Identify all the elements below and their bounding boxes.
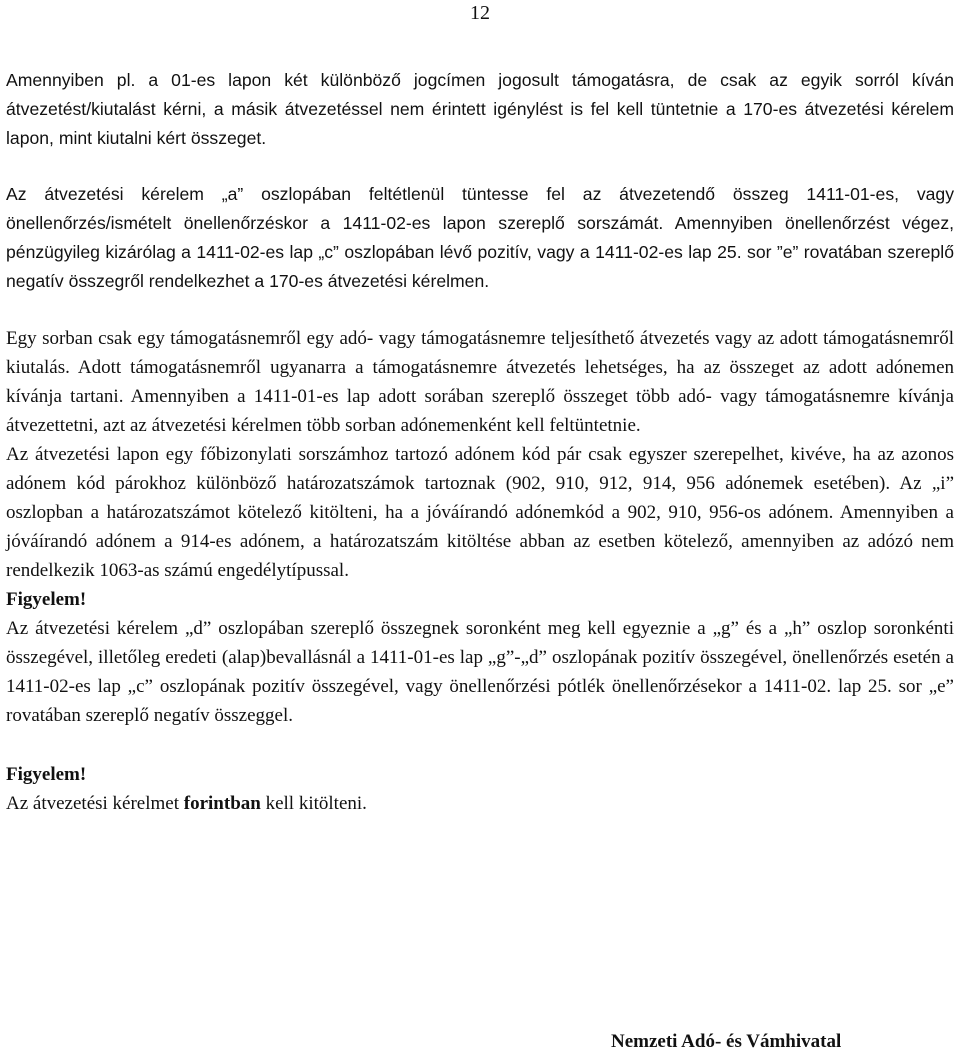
page-number: 12 xyxy=(470,2,490,24)
footer-agency-name: Nemzeti Adó- és Vámhivatal xyxy=(611,1031,842,1052)
warning-heading: Figyelem! xyxy=(6,764,87,785)
forint-rule-text-end: kell kitölteni. xyxy=(260,793,367,814)
paragraph-own-account-example: Amennyiben pl. a 01-es lapon két különböző jogcímen jogosult támogatásra, de csak az egyik sorról kíván átvezetést/kiutalást kérni, a másik átvezetéssel nem érintett igénylést is fel kell tüntetnie a 170-es átvezetési kérelem lapon, mint kiutalni kért összeget. xyxy=(6,70,954,148)
forint-emphasis: forintban xyxy=(183,793,261,814)
paragraph-tax-code-pair-rule: Az átvezetési lapon egy főbizonylati sorszámhoz tartozó adónem kód pár csak egyszer szerepelhet, kivéve, ha az azonos adónem kód párokhoz különböző határozatszámok tartoznak (902, 910, 912, 914, 956 adónemek esetében). Az „i” oszlopban a határozatszámot kötelező kitölteni, ha a jóváírandó adónemkód a 902, 910, 956-os adónem. Amennyiben a jóváírandó adónem a 914-es adónem, a határozatszám kitöltése abban az esetben kötelező, amennyiben az adózó nem rendelkezik 1063-as számú engedélytípussal. xyxy=(6,444,954,581)
paragraph-spacer xyxy=(6,153,954,180)
paragraph-spacer xyxy=(6,296,954,324)
forint-rule-text-start: Az átvezetési kérelmet xyxy=(6,793,184,814)
paragraph-forint-rule xyxy=(6,789,954,818)
paragraph-column-a-instructions: Az átvezetési kérelem „a” oszlopában feltétlenül tüntesse fel az átvezetendő összeg 1411-01-es, vagy önellenőrzés/ismételt önellenőrzéskor a 1411-02-es lapon szereplő sorszámát. Amennyiben önellenőrzést végez, pénzügyileg kizárólag a 1411-02-es lap „c” oszlopában lévő pozitív, vagy a 1411-02-es lap 25. sor ”e” rovatában szereplő negatív összegről rendelkezhet a 170-es átvezetési kérelmen. xyxy=(6,184,954,291)
paragraph-column-d-match-rule: Az átvezetési kérelem „d” oszlopában szereplő összegnek soronként meg kell egyeznie a „g” és a „h” oszlop soronkénti összegével, illetőleg eredeti (alap)bevallásnál a 1411-01-es lap „g”-„d” oszlopának pozitív összegével, önellenőrzés esetén a 1411-02-es lap „c” oszlopának pozitív összegével, vagy önellenőrzési pótlék önellenőrzésekor a 1411-02. lap 25. sor „e” rovatában szereplő negatív összeggel. xyxy=(6,618,954,726)
paragraph-spacer xyxy=(6,730,954,760)
document-body xyxy=(6,66,954,818)
paragraph-one-row-rule: Egy sorban csak egy támogatásnemről egy adó- vagy támogatásnemre teljesíthető átvezetés vagy az adott támogatásnemről kiutalás. Adott támogatásnemről ugyanarra a támogatásnemre átvezetés lehetséges, ha az összeget az adott adónemen kívánja tartani. Amennyiben a 1411-01-es lap adott sorában szereplő összeget több adó- vagy támogatásnemre kívánja átvezettetni, azt az átvezetési kérelmen több sorban adónemenként kell feltüntetnie. xyxy=(6,328,954,436)
warning-heading: Figyelem! xyxy=(6,589,87,610)
